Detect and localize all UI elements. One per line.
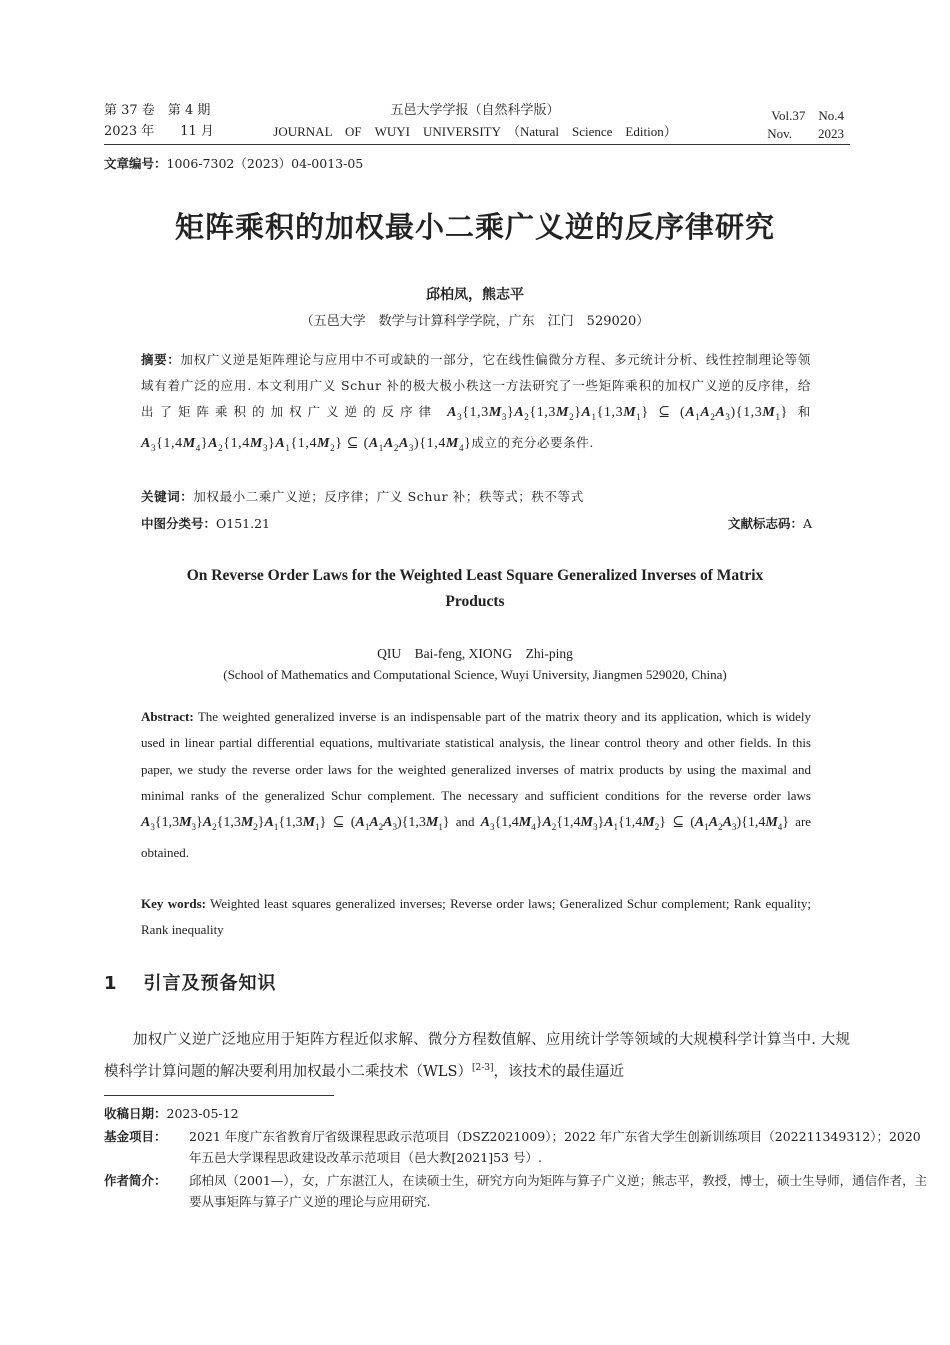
fund-label: 基金项目： xyxy=(104,1129,167,1144)
classification-code xyxy=(141,514,270,532)
body-text: 加权广义逆广泛地应用于矩阵方程近似求解、微分方程数值解、应用统计学等领域的大规模科学计算当中. 大规模科学计算问题的解决要利用加权最小二乘技术（WLS） xyxy=(104,1032,850,1080)
abstract-cn-and: 和 xyxy=(797,404,811,419)
document-code-value: A xyxy=(802,516,812,531)
journal-name-cn: 五邑大学学报（自然科学版） xyxy=(390,103,560,118)
article-number xyxy=(104,154,363,172)
article-number-value: 1006-7302（2023）04-0013-05 xyxy=(166,156,364,171)
abstract-cn xyxy=(141,347,811,461)
formula-reverse-order-law-1: $A_3\{1,3M_3\}A_2\{1,3M_2\}A_1\{1,3M_1\}$ ⊆ $(A_1A_2A_3)\{1,3M_1\}$ xyxy=(447,405,788,422)
received-label: 收稿日期： xyxy=(104,1106,167,1121)
article-number-label: 文章编号： xyxy=(104,156,167,171)
classification-value: O151.21 xyxy=(216,516,271,531)
abstract-cn-label: 摘要： xyxy=(141,352,181,367)
received-date: 2023-05-12 xyxy=(166,1106,239,1121)
abstract-en-tail: are obtained. xyxy=(141,814,812,861)
keywords-en-text: Weighted least squares generalized inverses; Reverse order laws; Generalized Schur complement; Rank equality; Rank inequality xyxy=(141,896,811,937)
authors-en: QIU Bai-feng, XIONG Zhi-ping xyxy=(377,646,573,661)
paper-title-en: On Reverse Order Laws for the Weighted Least Square Generalized Inverses of Matrix Products xyxy=(186,567,764,610)
footnote-fund xyxy=(104,1126,935,1168)
keywords-cn xyxy=(141,487,811,505)
section-number: 1 xyxy=(104,973,118,994)
footnote-rule xyxy=(104,1095,334,1096)
author-bio-label: 作者简介： xyxy=(104,1173,167,1188)
keywords-cn-label: 关键词： xyxy=(141,489,194,504)
section-heading xyxy=(104,969,277,995)
keywords-en-label: Key words: xyxy=(141,896,206,911)
formula-reverse-order-law-2-rhs: $(A_1A_2A_3)\{1,4M_4\}$ xyxy=(363,435,472,453)
abstract-cn-tail: 成立的充分必要条件. xyxy=(471,434,594,450)
footnote-received xyxy=(104,1103,850,1124)
abstract-en xyxy=(141,704,811,867)
affiliation-en: (School of Mathematics and Computational Science, Wuyi University, Jiangmen 529020, China) xyxy=(223,667,727,682)
affiliation-cn: （五邑大学 数学与计算科学学院，广东 江门 529020） xyxy=(300,314,650,329)
document-code xyxy=(728,514,812,532)
journal-name-en: JOURNAL OF WUYI UNIVERSITY （Natural Science Edition） xyxy=(273,124,677,139)
section-title: 引言及预备知识 xyxy=(143,973,277,994)
author-bio-text: 邱柏凤（2001—），女，广东湛江人，在读硕士生，研究方向为矩阵与算子广义逆；熊志平，教授，博士，硕士生导师，通信作者，主要从事矩阵与算子广义逆的理论与应用研究. xyxy=(189,1173,928,1209)
keywords-en xyxy=(141,891,811,943)
keywords-cn-text: 加权最小二乘广义逆；反序律；广义 Schur 补；秩等式；秩不等式 xyxy=(193,489,584,504)
classification-label: 中图分类号： xyxy=(141,516,217,531)
formula-reverse-order-law-1-en: $A_3\{1,3M_3\}A_2\{1,3M_2\}A_1\{1,3M_1\}$ ⊆ $(A_1A_2A_3)\{1,3M_1\}$ xyxy=(141,815,450,832)
authors-cn: 邱柏凤，熊志平 xyxy=(426,287,524,303)
date-cn: 2023 年 11 月 xyxy=(104,124,214,139)
volume-issue-cn: 第 37 卷 第 4 期 xyxy=(104,103,211,118)
abstract-en-and: and xyxy=(455,814,475,830)
abstract-cn-text: 加权广义逆是矩阵理论与应用中不可或缺的一部分，它在线性偏微分方程、多元统计分析、线性控制理论等领域有着广泛的应用. 本文利用广义 Schur 补的极大极小秩这一方法研究了一些矩阵乘积的加权广义逆的反序律，给出了矩阵乘积的加权广义逆的反序律 xyxy=(141,352,811,419)
abstract-en-text: The weighted generalized inverse is an indispensable part of the matrix theory and its application, which is widely used in linear partial differential equations, multivariate statistical analysis, the linear control theory and other fields. In this paper, we study the reverse order laws for the weighted generalized inverses of matrix products by using the maximal and minimal ranks of the generalized Schur complement. The necessary and sufficient conditions for the reverse order laws xyxy=(141,709,812,803)
citation: [2-3] xyxy=(471,1063,494,1073)
fund-text: 2021 年度广东省教育厅省级课程思政示范项目（DSZ2021009）；2022 年广东省大学生创新训练项目（202211349312）；2020 年五邑大学课程思政建设改革示范项目（邑大教[2021]53 号）. xyxy=(189,1129,921,1165)
body-tail: ，该技术的最佳逼近 xyxy=(493,1063,624,1080)
document-code-label: 文献标志码： xyxy=(727,516,803,531)
body-paragraph xyxy=(104,1026,850,1086)
abstract-en-label: Abstract: xyxy=(141,709,194,724)
date-en: Nov. 2023 xyxy=(767,126,844,141)
paper-title-cn: 矩阵乘积的加权最小二乘广义逆的反序律研究 xyxy=(174,210,775,244)
formula-reverse-order-law-2-rhs-en: $(A_1A_2A_3)\{1,4M_4\}$ xyxy=(690,815,790,832)
formula-reverse-order-law-2: $A_3\{1,4M_4\}A_2\{1,4M_3\}A_1\{1,4M_2\}$ ⊆ xyxy=(141,435,359,453)
volume-issue-en: Vol.37 No.4 xyxy=(771,108,844,123)
footnote-author xyxy=(104,1170,935,1212)
formula-reverse-order-law-2-en: $A_3\{1,4M_4\}A_2\{1,4M_3\}A_1\{1,4M_2\}$ ⊆ xyxy=(480,815,685,832)
header-rule xyxy=(104,144,850,145)
